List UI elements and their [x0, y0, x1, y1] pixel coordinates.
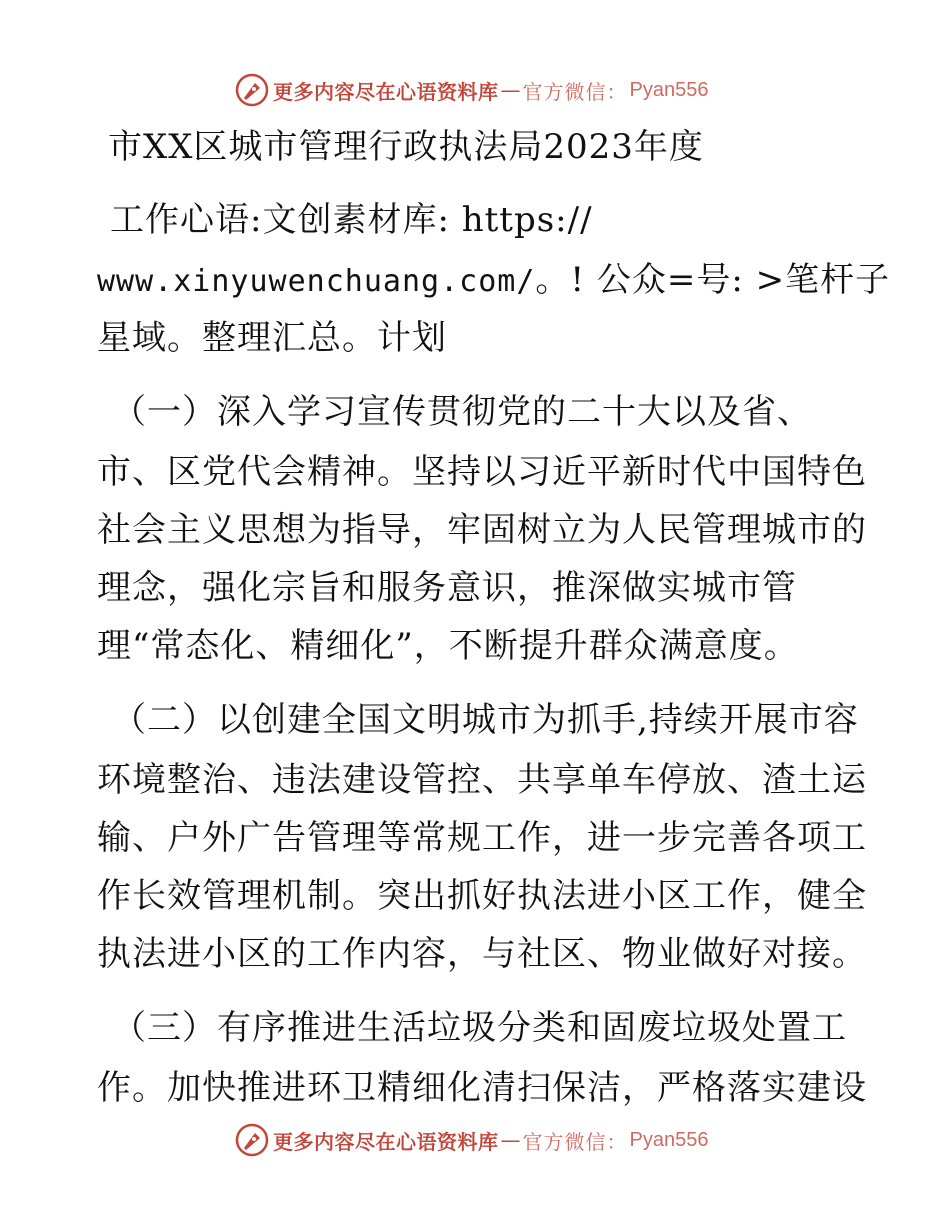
document-title: 市XX区城市管理行政执法局2023年度 — [108, 127, 704, 167]
watermark-text: 更多内容尽在心语资料库 — [273, 1129, 499, 1154]
paragraph-line: 执法进小区的工作内容，与社区、物业做好对接。 — [97, 934, 867, 974]
footer-watermark — [235, 1122, 708, 1158]
watermark-wechat-label: 官方微信： — [522, 1129, 628, 1154]
paragraph-line: （一）深入学习宣传贯彻党的二十大以及省、 — [112, 392, 812, 432]
watermark-wechat-id: Pyan556 — [629, 1128, 709, 1151]
watermark-dash: — — [500, 78, 521, 102]
intro-url: www.xinyuwenchuang.com/ — [97, 264, 536, 299]
pen-nib-logo-icon — [235, 73, 269, 107]
watermark-wechat-id: Pyan556 — [629, 78, 709, 101]
intro-line-2 — [97, 260, 890, 302]
paragraph-line: 作。加快推进环卫精细化清扫保洁，严格落实建设 — [97, 1068, 867, 1108]
intro-line-1-text: 工作心语:文创素材库: https:// — [110, 200, 593, 240]
paragraph-line: 理念，强化宗旨和服务意识，推深做实城市管 — [97, 568, 797, 608]
paragraph-line: 理“常态化、精细化”，不断提升群众满意度。 — [97, 626, 799, 666]
intro-line-1 — [110, 200, 593, 240]
pen-nib-logo-icon — [235, 1123, 269, 1157]
watermark-dash: — — [500, 1128, 521, 1152]
intro-line-2-rest: 。! 公众=号: >笔杆子 — [535, 260, 891, 300]
paragraph-line: 输、户外广告管理等常规工作，进一步完善各项工 — [97, 818, 867, 858]
paragraph-line: 环境整治、违法建设管控、共享单车停放、渣土运 — [97, 760, 867, 800]
intro-line-3: 星域。整理汇总。计划 — [97, 318, 447, 358]
header-watermark — [235, 72, 708, 108]
paragraph-line: （二）以创建全国文明城市为抓手,持续开展市容 — [112, 700, 859, 740]
watermark-wechat-label: 官方微信： — [522, 79, 628, 104]
paragraph-line: （三）有序推进生活垃圾分类和固废垃圾处置工 — [112, 1008, 847, 1048]
watermark-text: 更多内容尽在心语资料库 — [273, 79, 499, 104]
paragraph-line: 作长效管理机制。突出抓好执法进小区工作，健全 — [97, 876, 867, 916]
paragraph-line: 社会主义思想为指导，牢固树立为人民管理城市的 — [97, 510, 867, 550]
paragraph-line: 市、区党代会精神。坚持以习近平新时代中国特色 — [97, 452, 867, 492]
